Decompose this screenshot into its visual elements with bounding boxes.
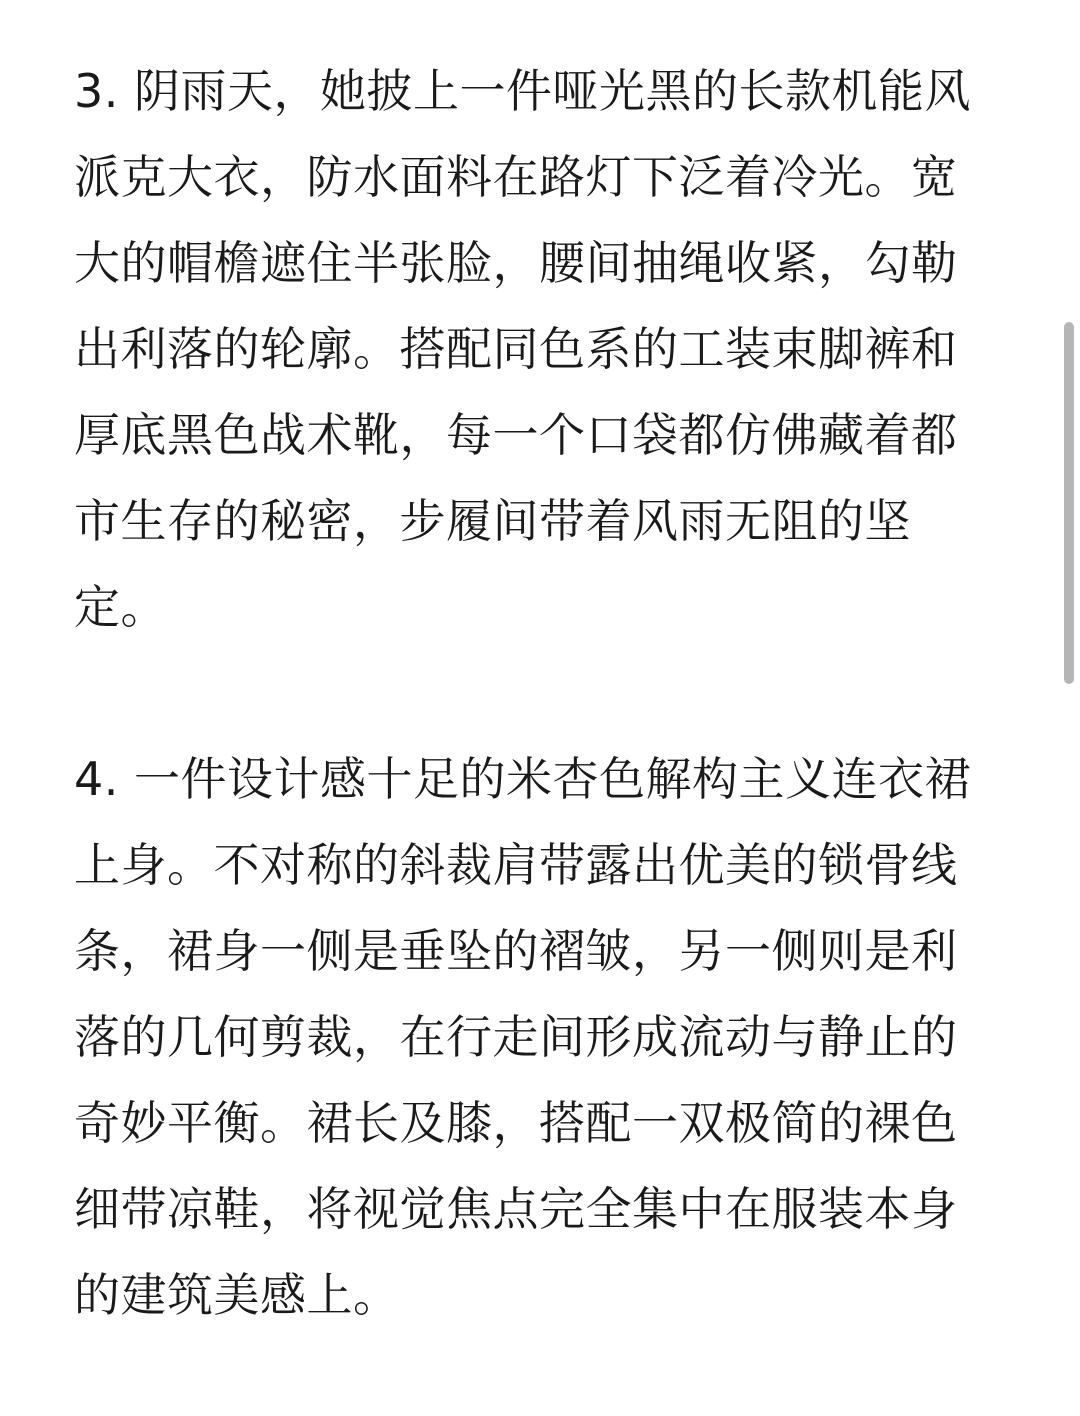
paragraph-4: [74, 736, 1004, 1338]
text-line: 派克大衣，防水面料在路灯下泛着冷光。宽: [74, 150, 958, 204]
scrollbar-thumb[interactable]: [1064, 322, 1074, 684]
text-line: 条，裙身一侧是垂坠的褶皱，另一侧则是利: [74, 924, 958, 978]
text-line: 出利落的轮廓。搭配同色系的工装束脚裤和: [74, 322, 958, 376]
article-body: [74, 48, 1004, 1338]
text-line: 厚底黑色战术靴，每一个口袋都仿佛藏着都: [74, 408, 958, 462]
text-line: 大的帽檐遮住半张脸，腰间抽绳收紧，勾勒: [74, 236, 958, 290]
paragraph-3: [74, 48, 1004, 650]
text-line: 的建筑美感上。: [74, 1268, 400, 1322]
text-line: 上身。不对称的斜裁肩带露出优美的锁骨线: [74, 838, 958, 892]
text-line: 3. 阴雨天，她披上一件哑光黑的长款机能风: [74, 64, 972, 118]
text-line: 奇妙平衡。裙长及膝，搭配一双极简的裸色: [74, 1096, 958, 1150]
text-line: 市生存的秘密，步履间带着风雨无阻的坚: [74, 494, 911, 548]
text-line: 细带凉鞋，将视觉焦点完全集中在服装本身: [74, 1182, 958, 1236]
text-line: 定。: [74, 580, 167, 634]
text-line: 落的几何剪裁，在行走间形成流动与静止的: [74, 1010, 958, 1064]
text-line: 4. 一件设计感十足的米杏色解构主义连衣裙: [74, 752, 972, 806]
vertical-scrollbar[interactable]: [1058, 0, 1080, 1416]
